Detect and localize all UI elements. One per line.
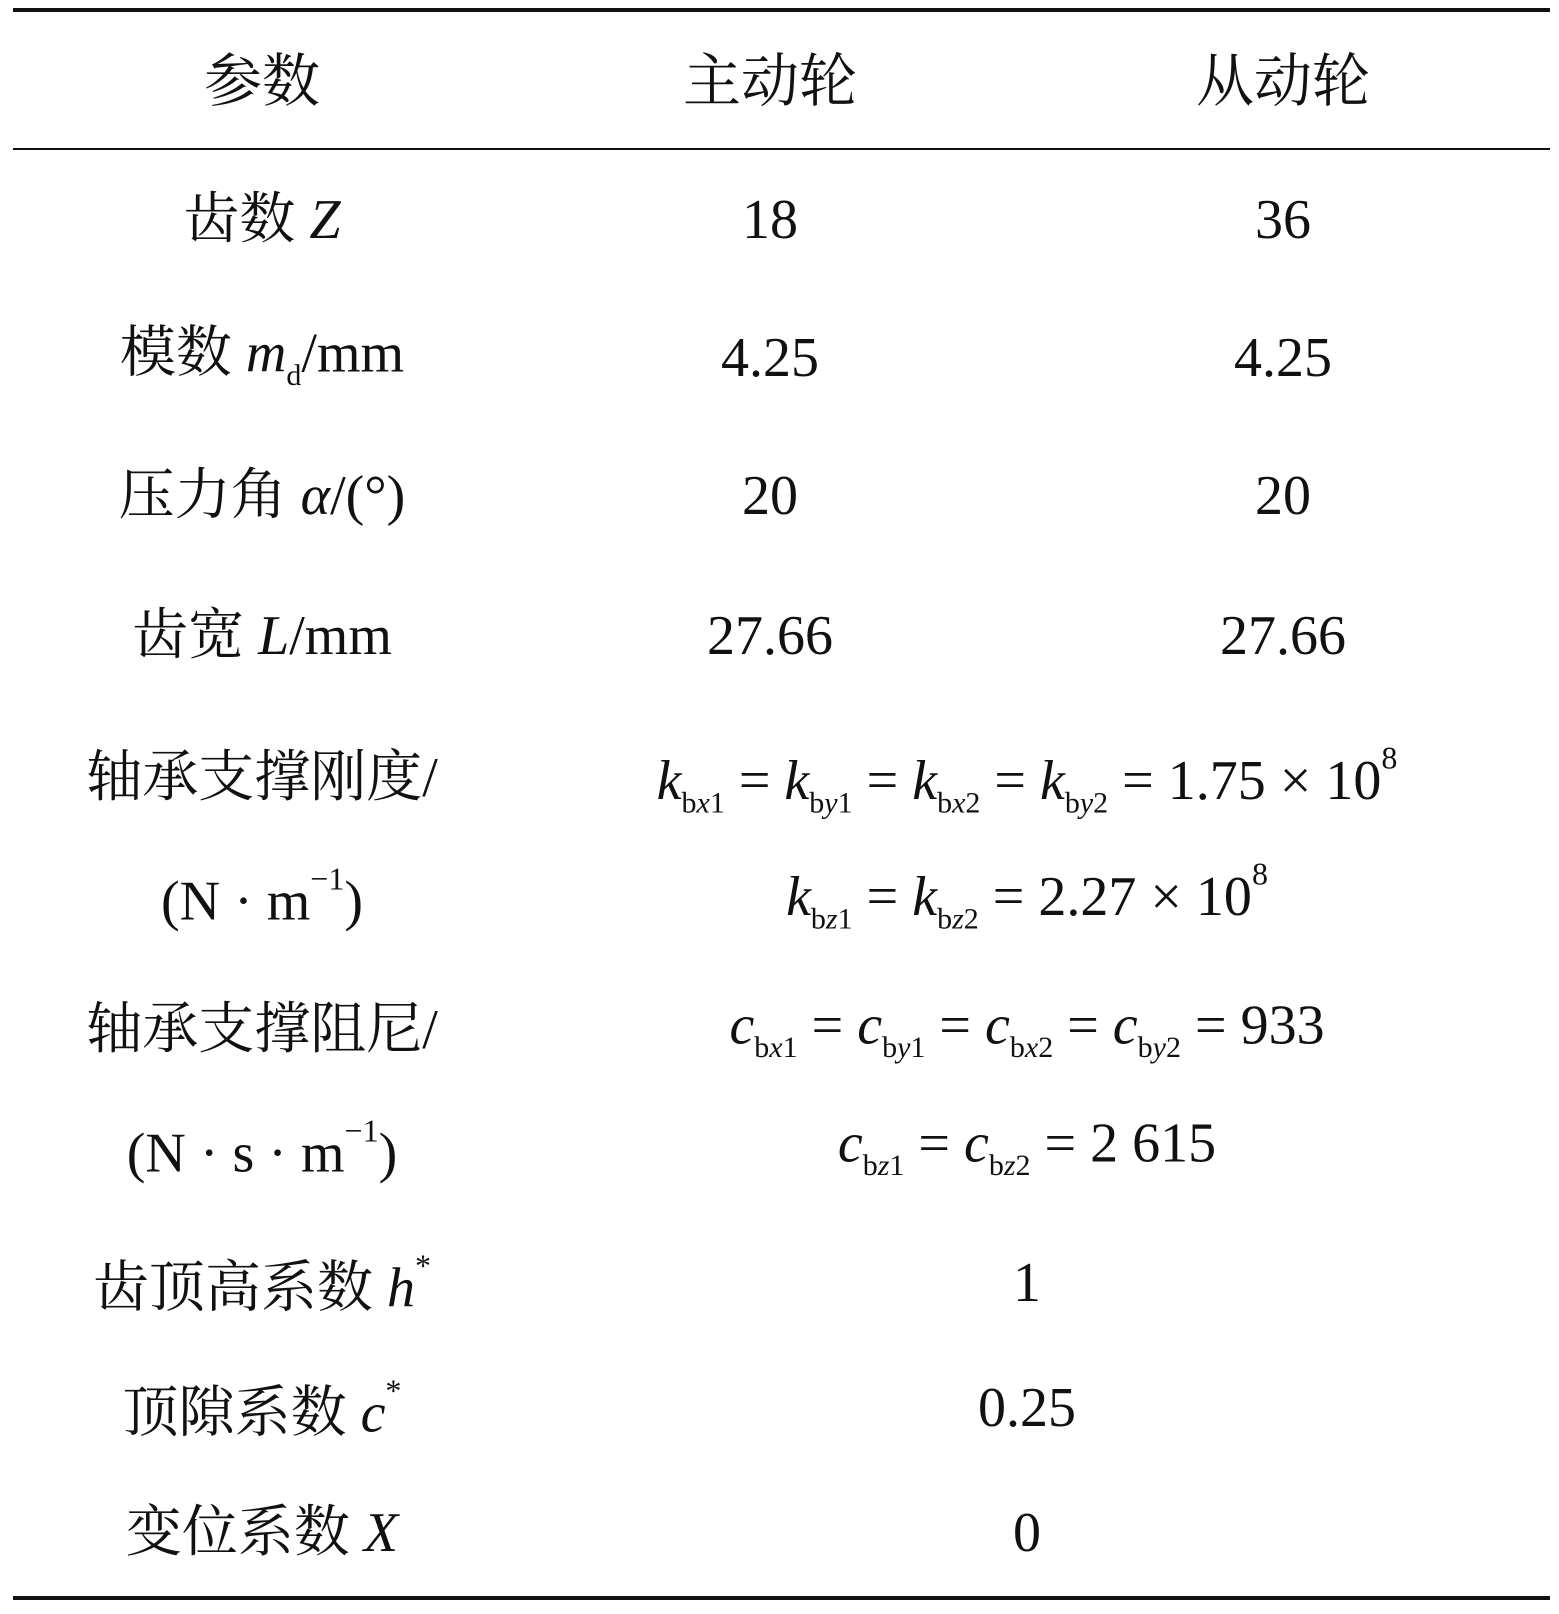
stiffness-value-2: 2.27 × 10 <box>1038 865 1252 928</box>
row-clearance-label: 顶隙系数 c* <box>122 1372 402 1445</box>
table-header-rule <box>13 148 1550 150</box>
header-driving: 主动轮 <box>682 49 858 114</box>
row-damping-label-line2: $(N \cdot s \cdot m^{-1})$ <box>126 1112 398 1185</box>
symbol-x: X <box>363 1502 399 1564</box>
row-module-label: 模数 $m_d/mm$ <box>119 322 405 392</box>
damping-value-1: 933 <box>1240 994 1325 1057</box>
row-teeth-driving: 18 <box>742 189 798 251</box>
row-stiffness-formula-2: $k_{bz1} = k_{bz2} = 2.27 \times 10^8$ <box>786 855 1268 936</box>
row-pressure-angle-label: 压力角 α/(°) <box>118 465 406 527</box>
row-face-width-driving: 27.66 <box>707 605 833 667</box>
row-pressure-angle-driven: 20 <box>1255 465 1311 527</box>
row-teeth-driven: 36 <box>1255 189 1311 251</box>
header-param: 参数 <box>203 49 321 114</box>
row-module-driven: 4.25 <box>1234 327 1332 389</box>
symbol-alpha: α <box>300 465 331 527</box>
symbol-z: Z <box>309 189 341 251</box>
row-addendum-value: 1 <box>1013 1252 1041 1314</box>
row-shift-value: 0 <box>1013 1502 1041 1564</box>
symbol-m: m <box>245 322 287 385</box>
row-clearance-value: 0.25 <box>978 1377 1076 1439</box>
header-driven: 从动轮 <box>1195 49 1371 114</box>
symbol-l: L <box>258 605 290 667</box>
damping-value-2: 2 615 <box>1090 1112 1217 1175</box>
row-teeth-label: 齿数 Z <box>183 189 341 251</box>
row-damping-formula-1: $c_{bx1} = c_{by1} = c_{bx2} = c_{by2} = 933$ <box>729 994 1325 1064</box>
table-bottom-rule <box>13 1596 1550 1600</box>
row-damping-formula-2: $c_{bz1} = c_{bz2} = 2$ 615 <box>837 1112 1217 1182</box>
symbol-h: h <box>387 1257 415 1320</box>
table-top-rule <box>13 8 1550 12</box>
row-module-driving: 4.25 <box>721 327 819 389</box>
row-face-width-driven: 27.66 <box>1220 605 1346 667</box>
row-shift-label: 变位系数 X <box>125 1502 399 1564</box>
row-stiffness-label-line2: $(N \cdot m^{-1})$ <box>161 860 363 933</box>
row-stiffness-formula-1: $k_{bx1} = k_{by1} = k_{bx2} = k_{by2} = 1.75 \times 10^8$ <box>656 739 1398 820</box>
row-addendum-label: 齿顶高系数 h* <box>93 1247 431 1320</box>
row-face-width-label: 齿宽 L/mm <box>132 605 392 667</box>
row-pressure-angle-driving: 20 <box>742 465 798 527</box>
symbol-c: c <box>360 1382 386 1445</box>
row-stiffness-label-line1: 轴承支撑刚度/ <box>86 747 438 809</box>
row-damping-label-line1: 轴承支撑阻尼/ <box>86 999 438 1061</box>
stiffness-value-1: 1.75 × 10 <box>1167 749 1382 812</box>
